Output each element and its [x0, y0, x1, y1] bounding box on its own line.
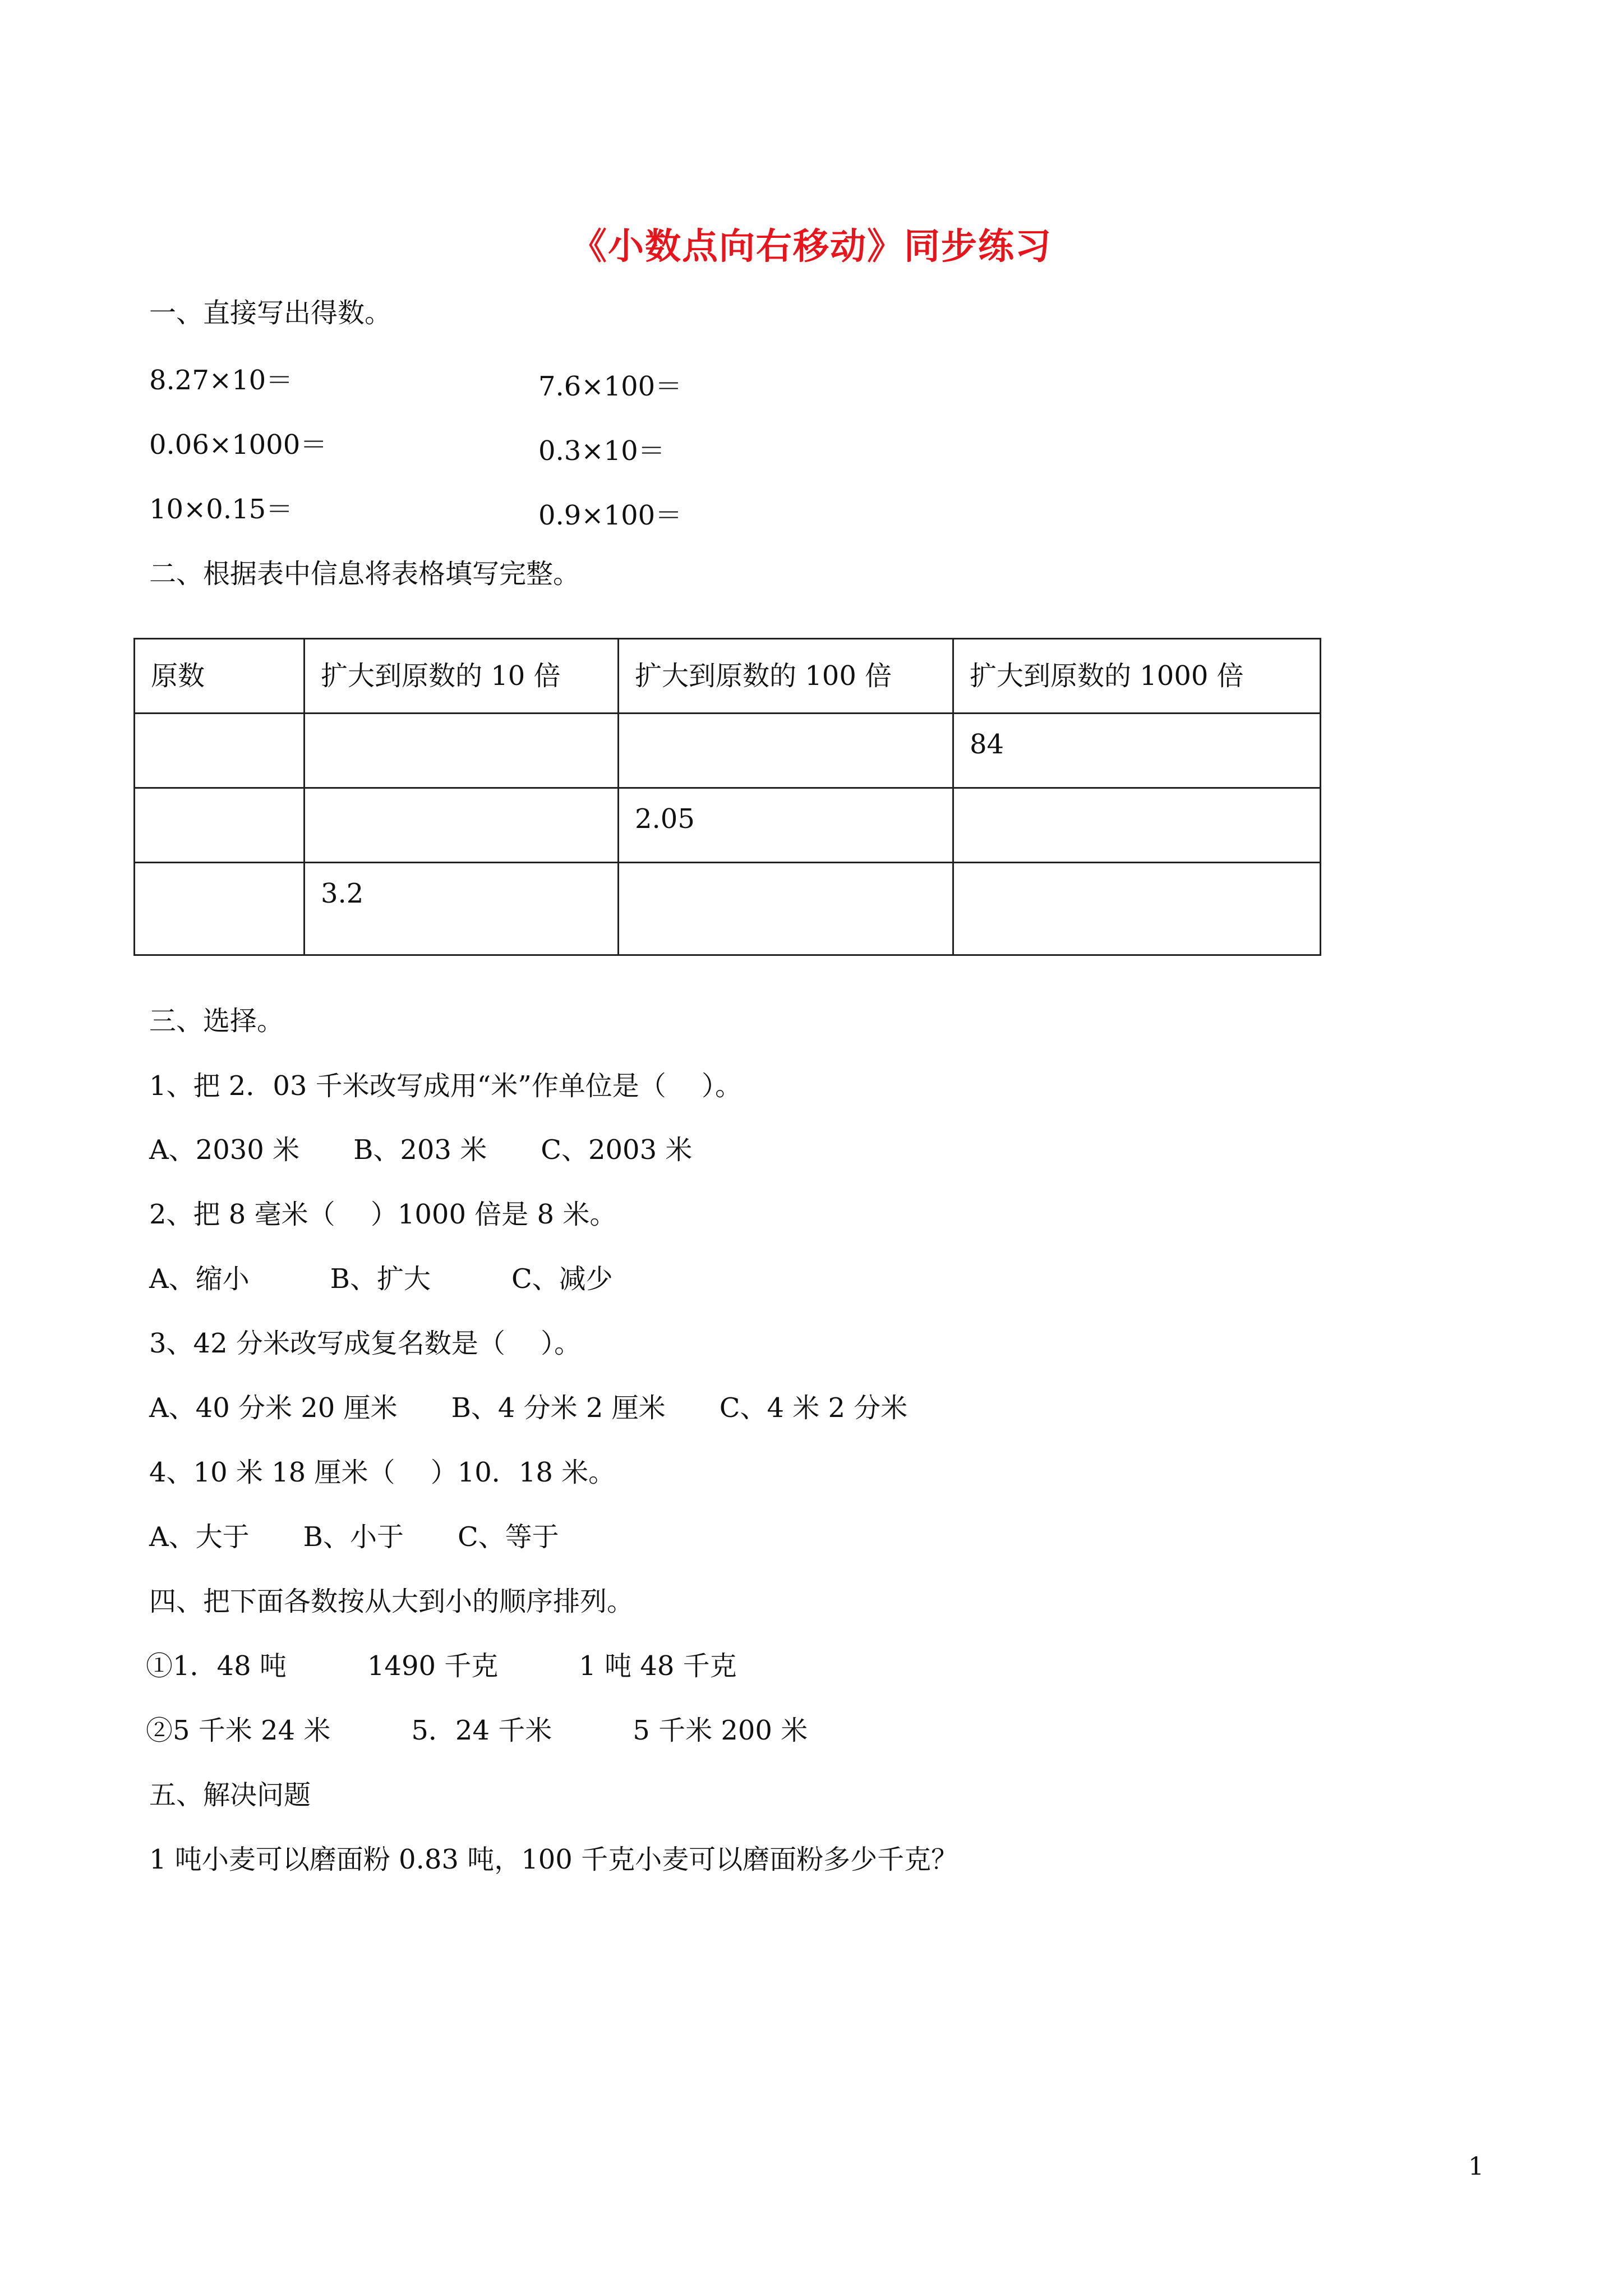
calc-item: 0.06×1000＝: [149, 429, 328, 461]
table-cell[interactable]: [619, 863, 953, 955]
word-problem: 1 吨小麦可以磨面粉 0.83 吨，100 千克小麦可以磨面粉多少千克？: [149, 1844, 958, 1875]
table-cell[interactable]: [135, 714, 305, 788]
fill-in-table: [133, 638, 1321, 956]
table-cell: 3.2: [305, 863, 619, 955]
calc-item: 7.6×100＝: [538, 371, 683, 402]
section3-heading: 三、选择。: [149, 1005, 284, 1037]
table-cell[interactable]: [135, 863, 305, 955]
page-title: 《小数点向右移动》同步练习: [571, 226, 1052, 268]
calc-item: 10×0.15＝: [149, 494, 293, 525]
table-cell: 84: [953, 714, 1321, 788]
question-text: 3、42 分米改写成复名数是（ ）。: [149, 1328, 582, 1359]
section4-heading: 四、把下面各数按从大到小的顺序排列。: [149, 1586, 634, 1617]
table-header-cell: 扩大到原数的 10 倍: [305, 639, 619, 714]
section2-heading: 二、根据表中信息将表格填写完整。: [149, 558, 580, 590]
table-cell[interactable]: [619, 714, 953, 788]
table-cell: 2.05: [619, 788, 953, 863]
question-text: 2、把 8 毫米（ ）1000 倍是 8 米。: [149, 1199, 617, 1230]
page-number: 1: [1468, 2152, 1484, 2181]
table-header-cell: 原数: [135, 639, 305, 714]
ordering-item: ②5 千米 24 米 5．24 千米 5 千米 200 米: [146, 1715, 808, 1746]
table-cell[interactable]: [953, 788, 1321, 863]
table-cell[interactable]: [305, 714, 619, 788]
calc-item: 8.27×10＝: [149, 365, 293, 396]
question-text: 4、10 米 18 厘米（ ）10．18 米。: [149, 1457, 616, 1488]
calc-item: 0.3×10＝: [538, 435, 665, 467]
calc-item: 0.9×100＝: [538, 500, 683, 531]
table-row: [135, 788, 1321, 863]
table-header-row: [135, 639, 1321, 714]
table-header-cell: 扩大到原数的 1000 倍: [953, 639, 1321, 714]
table-row: [135, 863, 1321, 955]
question-options: A、大于 B、小于 C、等于: [149, 1521, 559, 1553]
table-cell[interactable]: [135, 788, 305, 863]
table-header-cell: 扩大到原数的 100 倍: [619, 639, 953, 714]
table-row: [135, 714, 1321, 788]
section5-heading: 五、解决问题: [149, 1779, 311, 1811]
section1-heading: 一、直接写出得数。: [149, 297, 392, 329]
question-text: 1、把 2．03 千米改写成用“米”作单位是（ ）。: [149, 1070, 743, 1102]
question-options: A、缩小 B、扩大 C、减少: [149, 1263, 613, 1295]
table-cell[interactable]: [953, 863, 1321, 955]
question-options: A、2030 米 B、203 米 C、2003 米: [149, 1134, 693, 1166]
table-cell[interactable]: [305, 788, 619, 863]
question-options: A、40 分米 20 厘米 B、4 分米 2 厘米 C、4 米 2 分米: [149, 1392, 908, 1424]
ordering-item: ①1．48 吨 1490 千克 1 吨 48 千克: [146, 1650, 737, 1682]
